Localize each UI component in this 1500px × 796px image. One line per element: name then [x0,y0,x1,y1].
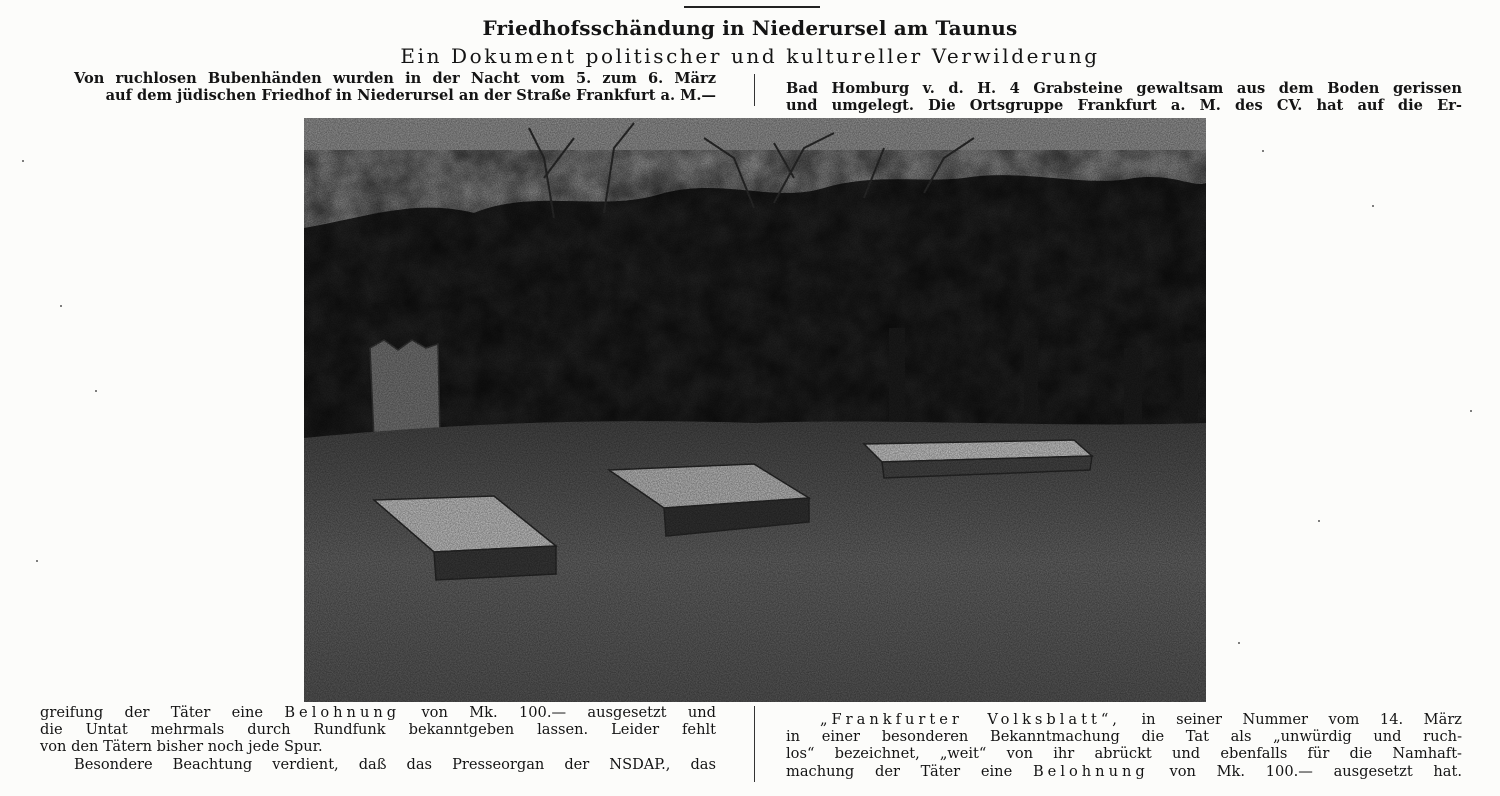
text-line: los“ bezeichnet, „weit“ von ihr abrückt und ebenfalls für die Namhaft- [786,745,1462,763]
cemetery-photograph [304,118,1206,702]
text-span: machung der Täter eine [786,762,1013,780]
column-top-right [786,80,1462,114]
scan-speck [1318,520,1320,522]
spaced-word: Belohnung [1032,762,1149,780]
column-bottom-right [786,711,1462,780]
scan-speck [1238,642,1240,644]
headline: Friedhofsschändung in Niederursel am Taunus [482,16,1018,40]
scan-speck [1470,410,1472,412]
text-line: Bad Homburg v. d. H. 4 Grabsteine gewaltsam aus dem Boden gerissen [786,80,1462,97]
text-line: in einer besonderen Bekanntmachung die Tat als „unwürdig und ruch- [786,728,1462,746]
scan-speck [1372,205,1374,207]
text-span: von Mk. 100.— ausgesetzt hat. [1169,762,1463,780]
column-divider [754,74,755,106]
top-rule [684,6,820,8]
scan-speck [22,160,24,162]
subheadline: Ein Dokument politischer und kultureller Verwilderung [400,44,1100,68]
scan-speck [95,390,97,392]
column-top-left [40,70,716,104]
text-line [786,711,1462,728]
text-line: Von ruchlosen Bubenhänden wurden in der Nacht vom 5. zum 6. März [74,70,716,87]
text-span: von Mk. 100.— ausgesetzt und [421,704,716,721]
text-line [40,704,716,721]
spaced-word: Belohnung [284,704,401,721]
text-line: Besondere Beachtung verdient, daß das Presseorgan der NSDAP., das [74,755,716,773]
text-line: die Untat mehrmals durch Rundfunk bekanntgeben lassen. Leider fehlt [40,721,716,739]
scan-speck [1262,150,1264,152]
scan-speck [36,560,38,562]
text-line: auf dem jüdischen Friedhof in Niederursel an der Straße Frankfurt a. M.— [105,87,716,105]
column-bottom-left [40,704,716,773]
text-line: und umgelegt. Die Ortsgruppe Frankfurt a. M. des CV. hat auf die Er- [786,97,1462,115]
text-span: greifung der Täter eine [40,704,263,721]
text-line: von den Tätern bisher noch jede Spur. [40,738,323,756]
column-divider [754,706,755,782]
text-line [786,763,1462,780]
spaced-word: „Frankfurter Volksblatt“, [820,711,1121,728]
text-span: in seiner Nummer vom 14. März [1141,711,1462,728]
scan-speck [60,305,62,307]
